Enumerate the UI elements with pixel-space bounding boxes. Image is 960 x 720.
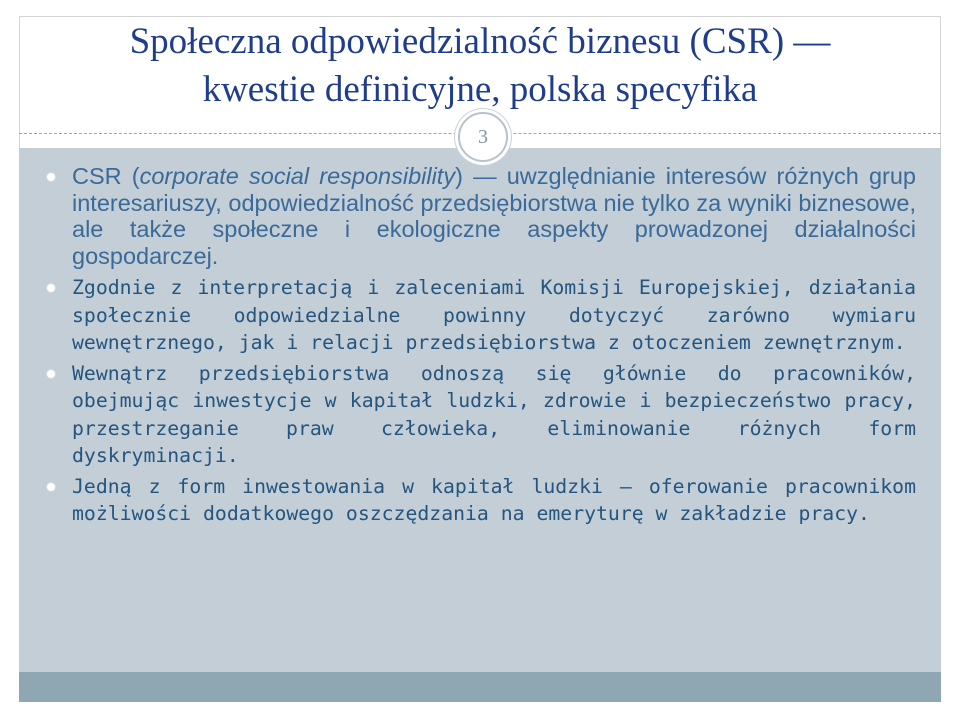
bullet-dot-icon (46, 369, 56, 379)
bullet-text: Zgodnie z interpretacją i zaleceniami Komisji Europejskiej, działania społecznie odpowiedzialne powinny dotyczyć zarówno wymiaru wewnętrznego, jak i relacji przedsiębiorstwa z otoczeniem zewnętrznym. (72, 276, 916, 354)
bullet-dot-icon (46, 172, 56, 182)
bullet-prefix: CSR ( (72, 163, 140, 189)
slide-number: 3 (478, 126, 488, 148)
bullet-dot-icon (46, 482, 56, 492)
footer-band (19, 672, 941, 702)
bullet-item (44, 360, 916, 470)
bullet-text: Wewnątrz przedsiębiorstwa odnoszą się głównie do pracowników, obejmując inwestycje w kapitał ludzki, zdrowie i bezpieczeństwo pracy, przestrzeganie praw człowieka, eliminowanie różnych form dyskryminacji. (72, 361, 916, 467)
bullet-text: Jedną z form inwestowania w kapitał ludzki — oferowanie pracownikom możliwości dodatkowego oszczędzania na emeryturę w zakładzie pracy. (72, 474, 916, 525)
slide-number-badge (458, 112, 508, 162)
bullet-dot-icon (46, 283, 56, 293)
bullet-item (44, 163, 916, 269)
bullet-item (44, 473, 916, 528)
slide-title-line-2: kwestie definicyjne, polska specyfika (202, 69, 758, 110)
slide-title-line-1: Społeczna odpowiedzialność biznesu (CSR) — (129, 21, 831, 62)
bullet-italic-term: corporate social responsibility (139, 163, 456, 189)
slide-title (40, 18, 920, 114)
bullet-text: ) — uwzględnianie interesów różnych grup interesariuszy, odpowiedzialność przedsiębiorstwa nie tylko za wyniki biznesowe, ale także społeczne i ekologiczne aspekty prowadzonej działalności gospodarczej. (72, 163, 916, 269)
bullet-list (44, 163, 916, 531)
bullet-item (44, 274, 916, 357)
